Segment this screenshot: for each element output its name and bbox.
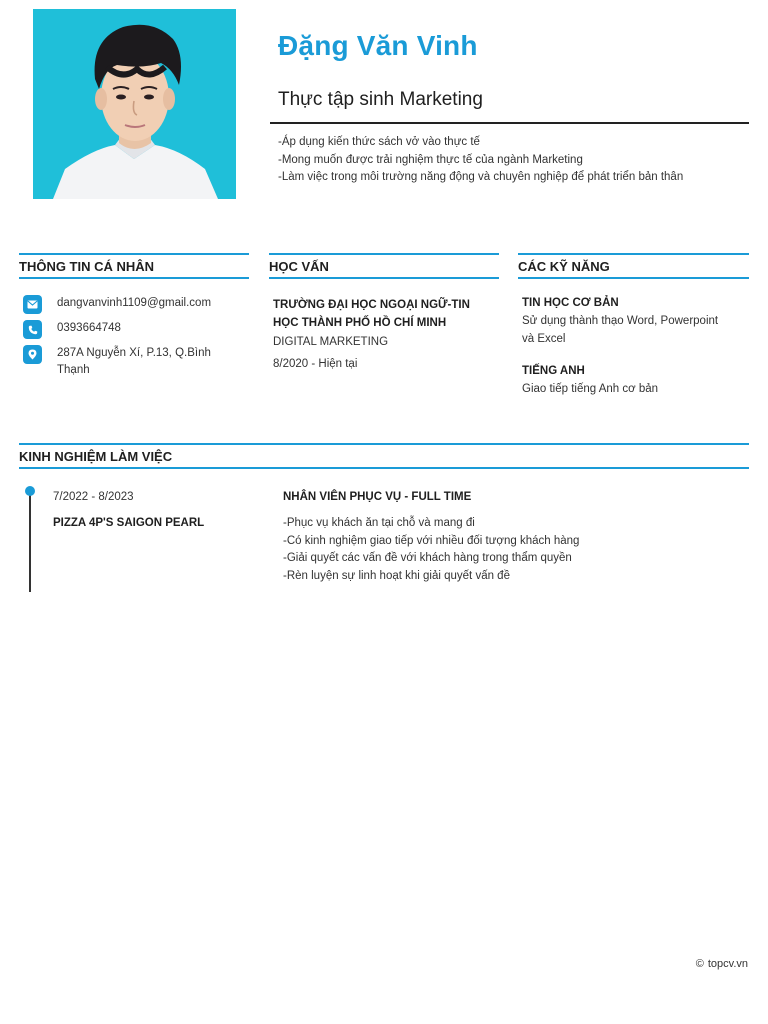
career-objective	[278, 134, 738, 187]
duty-item: -Phục vụ khách ăn tại chỗ và mang đi	[283, 517, 475, 529]
contact-email[interactable]: dangvanvinh1109@gmail.com	[57, 297, 212, 309]
objective-line: -Áp dụng kiến thức sách vở vào thực tế	[278, 136, 480, 148]
phone-icon	[23, 320, 42, 339]
objective-line: -Mong muốn được trải nghiệm thực tế của ngành Marketing	[278, 153, 583, 166]
skill-description: Sử dụng thành thạo Word, Powerpoint và Excel	[522, 315, 719, 345]
profile-photo-image	[33, 9, 236, 199]
contact-phone-row	[23, 320, 237, 339]
skill-description: Giao tiếp tiếng Anh cơ bản	[522, 383, 659, 395]
contact-address-row	[23, 345, 237, 379]
footer-brand-text[interactable]: topcv.vn	[707, 958, 748, 970]
experience-company: PIZZA 4P'S SAIGON PEARL	[53, 517, 205, 529]
copyright-icon: ©	[695, 958, 704, 970]
title-divider	[270, 122, 749, 124]
contact-address: 287A Nguyễn Xí, P.13, Q.Bình Thạnh	[57, 347, 211, 376]
timeline-line	[29, 492, 31, 592]
location-pin-icon	[23, 345, 42, 364]
contact-email-row	[23, 295, 237, 314]
section-education: HỌC VẤN	[269, 253, 499, 279]
job-title: Thực tập sinh Marketing	[278, 89, 483, 110]
skill-name: TIN HỌC CƠ BẢN	[522, 297, 619, 309]
duty-item: -Có kinh nghiệm giao tiếp với nhiều đối tượng khách hàng	[283, 534, 580, 547]
objective-line: -Làm việc trong môi trường năng động và chuyên nghiệp để phát triển bản thân	[278, 171, 684, 183]
experience-time: 7/2022 - 8/2023	[53, 491, 134, 503]
skill-name: TIẾNG ANH	[522, 365, 585, 377]
footer-brand	[696, 958, 748, 970]
section-skills: CÁC KỸ NĂNG	[518, 253, 749, 279]
education-time: 8/2020 - Hiện tại	[273, 358, 358, 370]
contact-phone[interactable]: 0393664748	[57, 322, 121, 334]
experience-position: NHÂN VIÊN PHỤC VỤ - FULL TIME	[283, 491, 472, 503]
duty-item: -Giải quyết các vấn đề với khách hàng trong thẩm quyền	[283, 552, 572, 564]
education-major: DIGITAL MARKETING	[273, 336, 389, 348]
profile-photo	[33, 9, 236, 199]
section-experience: KINH NGHIỆM LÀM VIỆC	[19, 443, 749, 469]
duty-item: -Rèn luyện sự linh hoạt khi giải quyết vấn đề	[283, 569, 510, 582]
experience-duties	[283, 515, 733, 585]
envelope-icon	[23, 295, 42, 314]
timeline-dot	[25, 486, 35, 496]
candidate-name: Đặng Văn Vinh	[278, 30, 478, 61]
education-school: TRƯỜNG ĐẠI HỌC NGOẠI NGỮ-TIN HỌC THÀNH PHỐ HỒ CHÍ MINH	[273, 299, 470, 329]
section-personal-info: THÔNG TIN CÁ NHÂN	[19, 253, 249, 279]
